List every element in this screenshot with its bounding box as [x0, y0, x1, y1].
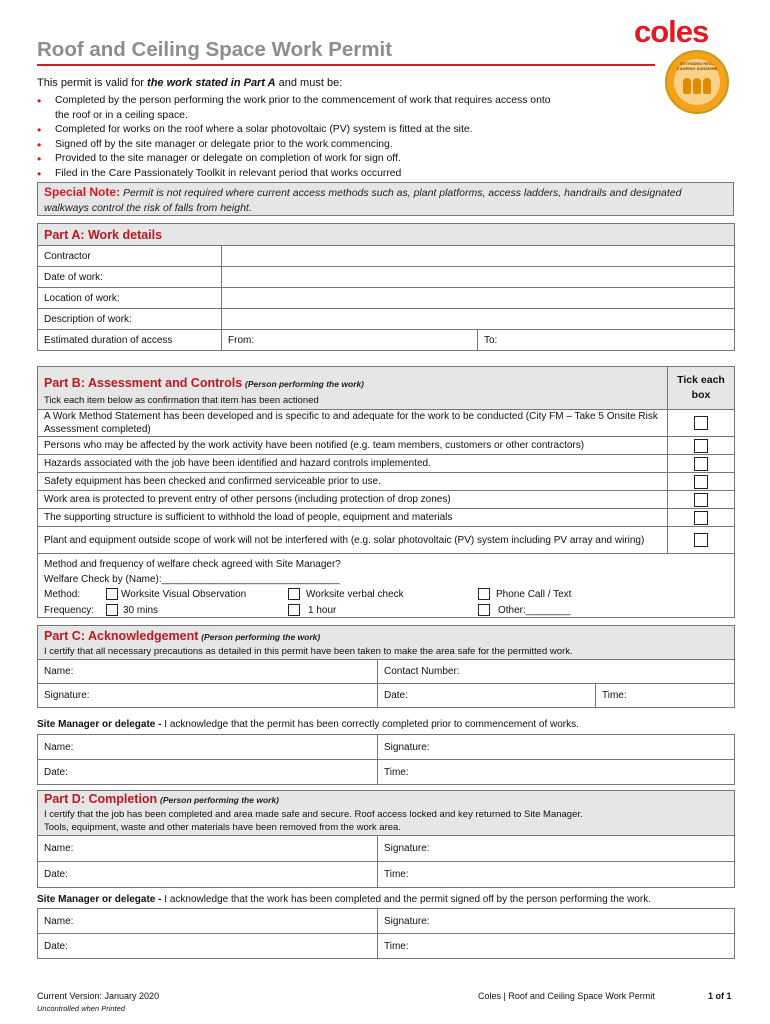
site-c-time-field[interactable]: Time: [378, 760, 735, 785]
site-manager-note-c: Site Manager or delegate - I acknowledge that the permit has been correctly completed prior to commencement of works. [37, 719, 579, 730]
coles-logo: coles [634, 14, 709, 49]
site-d-date-field[interactable]: Date: [38, 934, 378, 959]
part-c-time-field[interactable]: Time: [596, 684, 735, 708]
site-c-date-field[interactable]: Date: [38, 760, 378, 785]
location-label: Location of work: [38, 288, 222, 309]
method-label: Method: [44, 589, 81, 600]
1-hour-checkbox[interactable] [288, 604, 300, 616]
part-d-line2: Tools, equipment, waste and other materials have been removed from the work area. [44, 822, 401, 834]
site-manager-d-table [37, 908, 735, 959]
check-item-5: Work area is protected to prevent entry of other persons (including protection of drop zones) [38, 491, 668, 509]
phone-call-checkbox[interactable] [478, 588, 490, 600]
verbal-check-label: Worksite verbal check [306, 589, 404, 600]
visual-observation-label: Worksite Visual Observation [121, 589, 247, 600]
checkbox-5[interactable] [694, 493, 708, 507]
part-c-date-field[interactable]: Date: [378, 684, 596, 708]
part-d-line1: I certify that the job has been completed and area made safe and secure. Roof access locked and key returned to Site Manager. [44, 808, 583, 820]
duration-from-field[interactable]: From: [222, 330, 478, 351]
verbal-check-checkbox[interactable] [288, 588, 300, 600]
part-c-name-field[interactable]: Name: [38, 660, 378, 684]
list-item: • Filed in the Care Passionately Toolkit in relevant period that works occurred [37, 167, 557, 182]
check-item-6: The supporting structure is sufficient to withhold the load of people, equipment and materials [38, 509, 668, 527]
welfare-check-cell [38, 554, 735, 618]
part-c-title: Part C: Acknowledgement [44, 628, 199, 643]
location-field[interactable] [222, 288, 735, 309]
part-c-certify: I certify that all necessary precautions as detailed in this permit have been taken to make the area safe for the permitted work. [44, 645, 573, 657]
other-label: Other:________ [498, 605, 571, 616]
part-d-table: Part D: Completion (Person performing the work) I certify that the job has been completed and area made safe and secure. Roof access locked and key returned to Site Manager. Tools, equipment, waste and other materials have been removed from the work area. Name: Signature: Date: Time: [37, 790, 735, 888]
tick-column-header: Tick each box [668, 367, 735, 410]
check-item-4: Safety equipment has been checked and confirmed serviceable prior to use. [38, 473, 668, 491]
phone-call-label: Phone Call / Text [496, 589, 572, 600]
check-item-7: Plant and equipment outside scope of work will not be interfered with (e.g. solar photovoltaic (PV) system including PV array and wiring) [38, 527, 668, 554]
part-d-time-field[interactable]: Time: [378, 862, 735, 888]
special-note: Special Note: Permit is not required where current access methods such as, plant platforms, access ladders, handrails and designated walkways control the risk of falls from height. [37, 182, 734, 216]
part-a-title: Part A: Work details [44, 227, 163, 242]
duration-label: Estimated duration of access [38, 330, 222, 351]
checkbox-2[interactable] [694, 439, 708, 453]
part-c-signature-field[interactable]: Signature: [38, 684, 378, 708]
site-c-name-field[interactable]: Name: [38, 735, 378, 760]
part-d-title: Part D: Completion [44, 792, 158, 807]
site-manager-note-d: Site Manager or delegate - I acknowledge that the work has been completed and the permit signed off by the person performing the work. [37, 894, 652, 905]
date-of-work-field[interactable] [222, 267, 735, 288]
checkbox-3[interactable] [694, 457, 708, 471]
part-c-table: Part C: Acknowledgement (Person performing the work) I certify that all necessary precautions as detailed in this permit have been taken to make the area safe for the permitted work. Name: Contact Number: Signature: Date: Time: [37, 625, 735, 708]
part-d-signature-field[interactable]: Signature: [378, 836, 735, 862]
other-checkbox[interactable] [478, 604, 490, 616]
30-mins-checkbox[interactable] [106, 604, 118, 616]
site-d-time-field[interactable]: Time: [378, 934, 735, 959]
footer-uncontrolled: Uncontrolled when Printed [37, 1004, 125, 1013]
check-item-1: A Work Method Statement has been developed and is specific to and adequate for the work to be conducted (City FM – Take 5 Onsite Risk Assessment completed) [38, 410, 668, 437]
welfare-question: Method and frequency of welfare check agreed with Site Manager? [44, 559, 341, 570]
footer-page-number: 1 of 1 [708, 991, 732, 1001]
footer-center: Coles | Roof and Ceiling Space Work Permit [478, 991, 655, 1001]
description-label: Description of work: [38, 309, 222, 330]
part-b-title: Part B: Assessment and Controls [44, 376, 243, 390]
part-c-contact-field[interactable]: Contact Number: [378, 660, 735, 684]
list-item: • Completed for works on the roof where a solar photovoltaic (PV) system is fitted at the site. [37, 123, 557, 138]
duration-to-field[interactable]: To: [478, 330, 735, 351]
description-field[interactable] [222, 309, 735, 330]
part-b-instruction: Tick each item below as confirmation that item has been actioned [44, 395, 319, 406]
part-b-table: Part B: Assessment and Controls (Person performing the work) Tick each item below as confirmation that item has been actioned Tick each box A Work Method Statement has been developed and is specific to and adequate for the work to be conducted (City FM – Take 5 Onsite Risk Assessment completed) Persons who may be affected by the work activity have been notified (e.g. team members, customers or other contractors) Hazards associated with the job have been identified and hazard controls implemented. Safety equipment has been checked and confirmed serviceable prior to use. Work area is protected to prevent entry of other persons (including protection of drop zones) The supporting structure is sufficient to withhold the load of people, equipment and materials Plant and equipment outside scope of work will not be interfered with (e.g. solar photovoltaic (PV) system including PV array and wiring) Method and frequency of welfare check agreed with Site Manager? Welfare Check by (Name):________________________________ Method: Frequency: Worksite Visual Observation Worksite verbal check Phone Call / Text 30 mins 1 hour Other:________ [37, 366, 735, 618]
footer-version: Current Version: January 2020 [37, 991, 160, 1001]
30-mins-label: 30 mins [123, 605, 159, 616]
intro-text: This permit is valid for the work stated in Part A and must be: [37, 77, 343, 89]
title-underline [37, 64, 655, 66]
checkbox-1[interactable] [694, 416, 708, 430]
checkbox-6[interactable] [694, 511, 708, 525]
1-hour-label: 1 hour [308, 605, 337, 616]
list-item: • Signed off by the site manager or delegate prior to the work commencing. [37, 138, 557, 153]
list-item: • Completed by the person performing the work prior to the commencement of work that requires access onto the roof or in a ceiling space. [37, 94, 557, 123]
site-c-signature-field[interactable]: Signature: [378, 735, 735, 760]
site-d-name-field[interactable]: Name: [38, 909, 378, 934]
welfare-name-field[interactable]: Welfare Check by (Name):________________________________ [44, 574, 340, 585]
part-d-name-field[interactable]: Name: [38, 836, 378, 862]
date-of-work-label: Date of work: [38, 267, 222, 288]
frequency-label: Frequency: [44, 605, 95, 616]
site-manager-c-table [37, 734, 735, 785]
contractor-label: Contractor [38, 246, 222, 267]
seal-text: EXTENDED RELL CAMPING SUNSHINE [676, 61, 718, 71]
contractor-field[interactable] [222, 246, 735, 267]
checkbox-4[interactable] [694, 475, 708, 489]
site-d-signature-field[interactable]: Signature: [378, 909, 735, 934]
checkbox-7[interactable] [694, 533, 708, 547]
certification-seal-icon [665, 50, 729, 114]
list-item: • Provided to the site manager or delegate on completion of work for sign off. [37, 152, 557, 167]
visual-observation-checkbox[interactable] [106, 588, 118, 600]
page-title: Roof and Ceiling Space Work Permit [37, 38, 393, 61]
part-a-table [37, 223, 735, 351]
check-item-3: Hazards associated with the job have been identified and hazard controls implemented. [38, 455, 668, 473]
requirements-list [37, 94, 557, 182]
part-d-date-field[interactable]: Date: [38, 862, 378, 888]
check-item-2: Persons who may be affected by the work activity have been notified (e.g. team members, customers or other contractors) [38, 437, 668, 455]
